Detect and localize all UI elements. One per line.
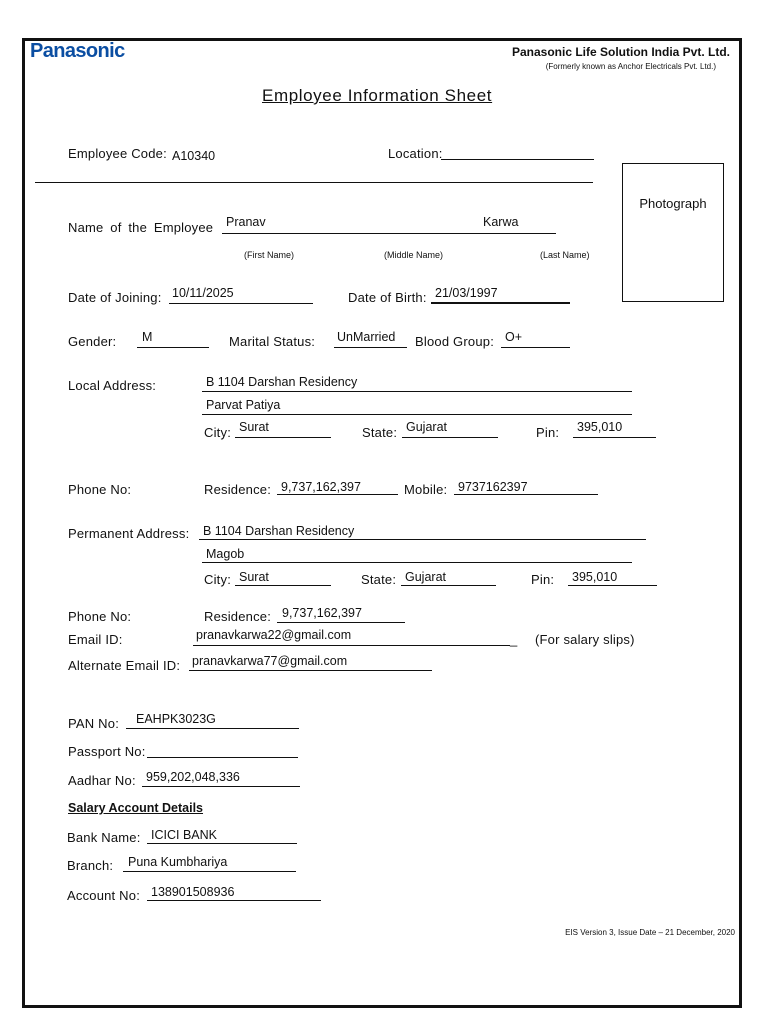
passport-label: Passport No:	[68, 744, 146, 759]
aadhar-value[interactable]: 959,202,048,336	[146, 770, 240, 784]
blood-group-value[interactable]: O+	[505, 330, 523, 344]
local-residence-value[interactable]: 9,737,162,397	[281, 480, 361, 494]
permanent-address-line2-line	[202, 562, 632, 563]
alternate-email-value[interactable]: pranavkarwa77@gmail.com	[192, 654, 348, 668]
date-of-birth-label: Date of Birth:	[348, 290, 427, 305]
passport-line	[147, 757, 298, 758]
date-of-birth-value[interactable]: 21/03/1997	[435, 286, 498, 300]
employee-name-label: Name of the Employee	[68, 220, 214, 235]
permanent-state-value[interactable]: Gujarat	[405, 570, 446, 584]
branch-value[interactable]: Puna Kumbhariya	[128, 855, 228, 869]
email-line	[193, 645, 510, 646]
permanent-residence-value[interactable]: 9,737,162,397	[282, 606, 362, 620]
employee-code-value[interactable]: A10340	[172, 149, 216, 163]
account-number-label: Account No:	[67, 888, 141, 903]
company-formerly: (Formerly known as Anchor Electricals Pvt. Ltd.)	[545, 62, 716, 71]
aadhar-label: Aadhar No:	[68, 773, 136, 788]
permanent-address-label: Permanent Address:	[68, 526, 190, 541]
alternate-email-line	[189, 670, 432, 671]
permanent-residence-label: Residence:	[204, 609, 272, 624]
gender-label: Gender:	[68, 334, 117, 349]
permanent-address-line2[interactable]: Magob	[206, 547, 245, 561]
local-residence-line	[277, 494, 398, 495]
permanent-residence-line	[277, 622, 405, 623]
branch-line	[123, 871, 296, 872]
local-address-line1[interactable]: B 1104 Darshan Residency	[206, 375, 358, 389]
first-name-value[interactable]: Pranav	[226, 215, 266, 229]
marital-status-line	[334, 347, 407, 348]
local-address-line1-line	[202, 391, 632, 392]
permanent-phone-label: Phone No:	[68, 609, 132, 624]
alternate-email-label: Alternate Email ID:	[68, 658, 181, 673]
local-phone-label: Phone No:	[68, 482, 132, 497]
blood-group-line	[501, 347, 570, 348]
middle-name-caption: (Middle Name)	[384, 250, 444, 260]
local-pin-label: Pin:	[536, 425, 560, 440]
local-address-label: Local Address:	[68, 378, 157, 393]
last-name-value[interactable]: Karwa	[483, 215, 519, 229]
salary-account-heading: Salary Account Details	[68, 801, 204, 815]
date-of-joining-label: Date of Joining:	[68, 290, 162, 305]
mobile-label: Mobile:	[404, 482, 448, 497]
local-state-label: State:	[362, 425, 398, 440]
permanent-city-line	[235, 585, 331, 586]
local-city-value[interactable]: Surat	[239, 420, 269, 434]
email-salary-note: (For salary slips)	[535, 632, 635, 647]
panasonic-logo: Panasonic	[30, 40, 125, 62]
photograph-label: Photograph	[639, 196, 707, 211]
permanent-city-label: City:	[204, 572, 231, 587]
account-number-value[interactable]: 138901508936	[151, 885, 235, 899]
local-state-value[interactable]: Gujarat	[406, 420, 447, 434]
location-label: Location:	[388, 146, 443, 161]
name-field-line	[222, 233, 556, 234]
account-number-line	[147, 900, 321, 901]
last-name-caption: (Last Name)	[540, 250, 590, 260]
bank-name-line	[147, 843, 297, 844]
pan-label: PAN No:	[68, 716, 120, 731]
section-divider	[35, 182, 593, 183]
mobile-value[interactable]: 9737162397	[458, 480, 528, 494]
permanent-pin-label: Pin:	[531, 572, 555, 587]
email-value[interactable]: pranavkarwa22@gmail.com	[196, 628, 352, 642]
local-pin-value[interactable]: 395,010	[577, 420, 623, 434]
photograph-box	[622, 163, 724, 302]
company-name: Panasonic Life Solution India Pvt. Ltd.	[511, 45, 730, 59]
first-name-caption: (First Name)	[244, 250, 294, 260]
local-address-line2[interactable]: Parvat Patiya	[206, 398, 281, 412]
employee-code-label: Employee Code:	[68, 146, 167, 161]
location-field-line[interactable]	[441, 159, 594, 160]
permanent-address-line1[interactable]: B 1104 Darshan Residency	[203, 524, 355, 538]
gender-value[interactable]: M	[142, 330, 153, 344]
local-city-line	[235, 437, 331, 438]
permanent-pin-line	[568, 585, 657, 586]
date-of-birth-line	[431, 302, 570, 304]
aadhar-line	[142, 786, 300, 787]
blood-group-label: Blood Group:	[415, 334, 495, 349]
pan-line	[126, 728, 299, 729]
version-footer: EIS Version 3, Issue Date – 21 December, 2020	[565, 928, 735, 937]
branch-label: Branch:	[67, 858, 114, 873]
local-pin-line	[573, 437, 656, 438]
pan-value[interactable]: EAHPK3023G	[136, 712, 216, 726]
marital-status-label: Marital Status:	[229, 334, 316, 349]
email-label: Email ID:	[68, 632, 123, 647]
permanent-state-line	[401, 585, 496, 586]
local-state-line	[402, 437, 498, 438]
email-underscore: _	[510, 632, 518, 647]
permanent-pin-value[interactable]: 395,010	[572, 570, 618, 584]
permanent-address-line1-line	[199, 539, 646, 540]
local-residence-label: Residence:	[204, 482, 272, 497]
bank-name-label: Bank Name:	[67, 830, 141, 845]
bank-name-value[interactable]: ICICI BANK	[151, 828, 217, 842]
permanent-city-value[interactable]: Surat	[239, 570, 269, 584]
permanent-state-label: State:	[361, 572, 397, 587]
local-address-line2-line	[202, 414, 632, 415]
mobile-line	[454, 494, 598, 495]
gender-line	[137, 347, 209, 348]
local-city-label: City:	[204, 425, 231, 440]
page-title: Employee Information Sheet	[262, 86, 493, 105]
date-of-joining-value[interactable]: 10/11/2025	[172, 286, 234, 300]
date-of-joining-line	[169, 303, 313, 304]
marital-status-value[interactable]: UnMarried	[337, 330, 396, 344]
